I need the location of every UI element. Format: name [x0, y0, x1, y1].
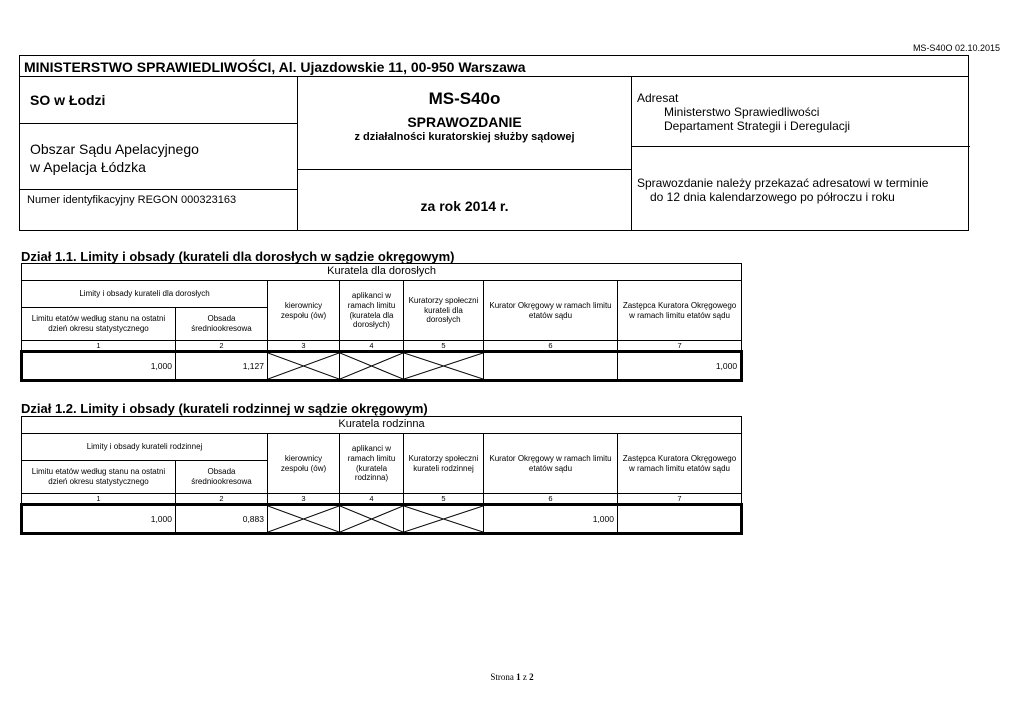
area-line-2: w Apelacja Łódzka — [30, 159, 146, 175]
value-cell[interactable]: 1,000 — [618, 352, 742, 381]
deadline-line-2: do 12 dnia kalendarzowego po półroczu i roku — [650, 190, 895, 204]
col-header-1: Limitu etatów według stanu na ostatni dzień okresu statystycznego — [22, 461, 176, 494]
col-number: 4 — [340, 341, 404, 352]
value-cell[interactable]: 1,000 — [484, 505, 618, 534]
col-header-3: kierownicy zespołu (ów) — [268, 281, 340, 341]
report-header — [19, 55, 969, 231]
crossed-cell — [268, 352, 340, 381]
col-number: 2 — [176, 341, 268, 352]
page-total: 2 — [529, 672, 534, 682]
crossed-cell — [340, 505, 404, 534]
form-version-code: MS-S40O 02.10.2015 — [912, 43, 1000, 53]
col-number: 1 — [22, 494, 176, 505]
section-2-table — [20, 416, 743, 535]
report-title: SPRAWOZDANIE — [407, 114, 522, 130]
crossed-cell — [340, 352, 404, 381]
crossed-cell — [404, 505, 484, 534]
value-cell[interactable] — [484, 352, 618, 381]
col-number: 7 — [618, 341, 742, 352]
col-number: 4 — [340, 494, 404, 505]
col-number: 5 — [404, 341, 484, 352]
crossed-cell — [268, 505, 340, 534]
group-header: Limity i obsady kurateli dla dorosłych — [22, 281, 268, 308]
regon-number: Numer identyfikacyjny REGON 000323163 — [27, 194, 237, 206]
col-header-6: Kurator Okręgowy w ramach limitu etatów sądu — [484, 281, 618, 341]
col-number: 1 — [22, 341, 176, 352]
col-header-3: kierownicy zespołu (ów) — [268, 434, 340, 494]
of-word: z — [522, 672, 527, 682]
value-cell[interactable]: 1,000 — [22, 352, 176, 381]
group-header: Limity i obsady kurateli rodzinnej — [22, 434, 268, 461]
section-1-title: Dział 1.1. Limity i obsady (kurateli dla dorosłych w sądzie okręgowym) — [21, 249, 455, 264]
col-header-2: Obsada średniookresowa — [176, 461, 268, 494]
col-number: 7 — [618, 494, 742, 505]
addressee-label: Adresat — [637, 91, 679, 105]
section-1-caption: Kuratela dla dorosłych — [22, 264, 742, 281]
value-cell[interactable]: 0,883 — [176, 505, 268, 534]
col-number: 6 — [484, 494, 618, 505]
value-cell[interactable] — [618, 505, 742, 534]
section-2-caption: Kuratela rodzinna — [22, 417, 742, 434]
page-number: 1 — [516, 672, 521, 682]
section-1-table — [20, 263, 743, 382]
col-header-2: Obsada średniookresowa — [176, 308, 268, 341]
court-name: SO w Łodzi — [30, 92, 106, 108]
col-number: 6 — [484, 341, 618, 352]
col-header-7: Zastępca Kuratora Okręgowego w ramach limitu etatów sądu — [618, 281, 742, 341]
deadline-line-1: Sprawozdanie należy przekazać adresatowi w terminie — [637, 176, 929, 190]
col-number: 2 — [176, 494, 268, 505]
value-cell[interactable]: 1,127 — [176, 352, 268, 381]
col-header-4: aplikanci w ramach limitu (kuratela dla dorosłych) — [340, 281, 404, 341]
section-2-title: Dział 1.2. Limity i obsady (kurateli rodzinnej w sądzie okręgowym) — [21, 401, 428, 416]
col-number: 5 — [404, 494, 484, 505]
report-year: za rok 2014 r. — [420, 198, 509, 214]
crossed-cell — [404, 352, 484, 381]
col-header-5: Kuratorzy społeczni kurateli dla dorosłych — [404, 281, 484, 341]
col-header-1: Limitu etatów według stanu na ostatni dzień okresu statystycznego — [22, 308, 176, 341]
col-header-4: aplikanci w ramach limitu (kuratela rodzinna) — [340, 434, 404, 494]
col-header-7: Zastępca Kuratora Okręgowego w ramach limitu etatów sądu — [618, 434, 742, 494]
value-cell[interactable]: 1,000 — [22, 505, 176, 534]
ministry-address: MINISTERSTWO SPRAWIEDLIWOŚCI, Al. Ujazdowskie 11, 00-950 Warszawa — [20, 56, 968, 77]
col-number: 3 — [268, 341, 340, 352]
form-code: MS-S40o — [428, 89, 501, 108]
report-subtitle: z działalności kuratorskiej służby sądowej — [354, 131, 575, 143]
page-word: Strona — [490, 672, 514, 682]
addressee-line-2: Departament Strategii i Deregulacji — [664, 119, 851, 133]
col-header-5: Kuratorzy społeczni kurateli rodzinnej — [404, 434, 484, 494]
area-line-1: Obszar Sądu Apelacyjnego — [30, 141, 199, 157]
addressee-line-1: Ministerstwo Sprawiedliwości — [664, 105, 820, 119]
page-footer — [0, 672, 1024, 682]
col-header-6: Kurator Okręgowy w ramach limitu etatów sądu — [484, 434, 618, 494]
col-number: 3 — [268, 494, 340, 505]
